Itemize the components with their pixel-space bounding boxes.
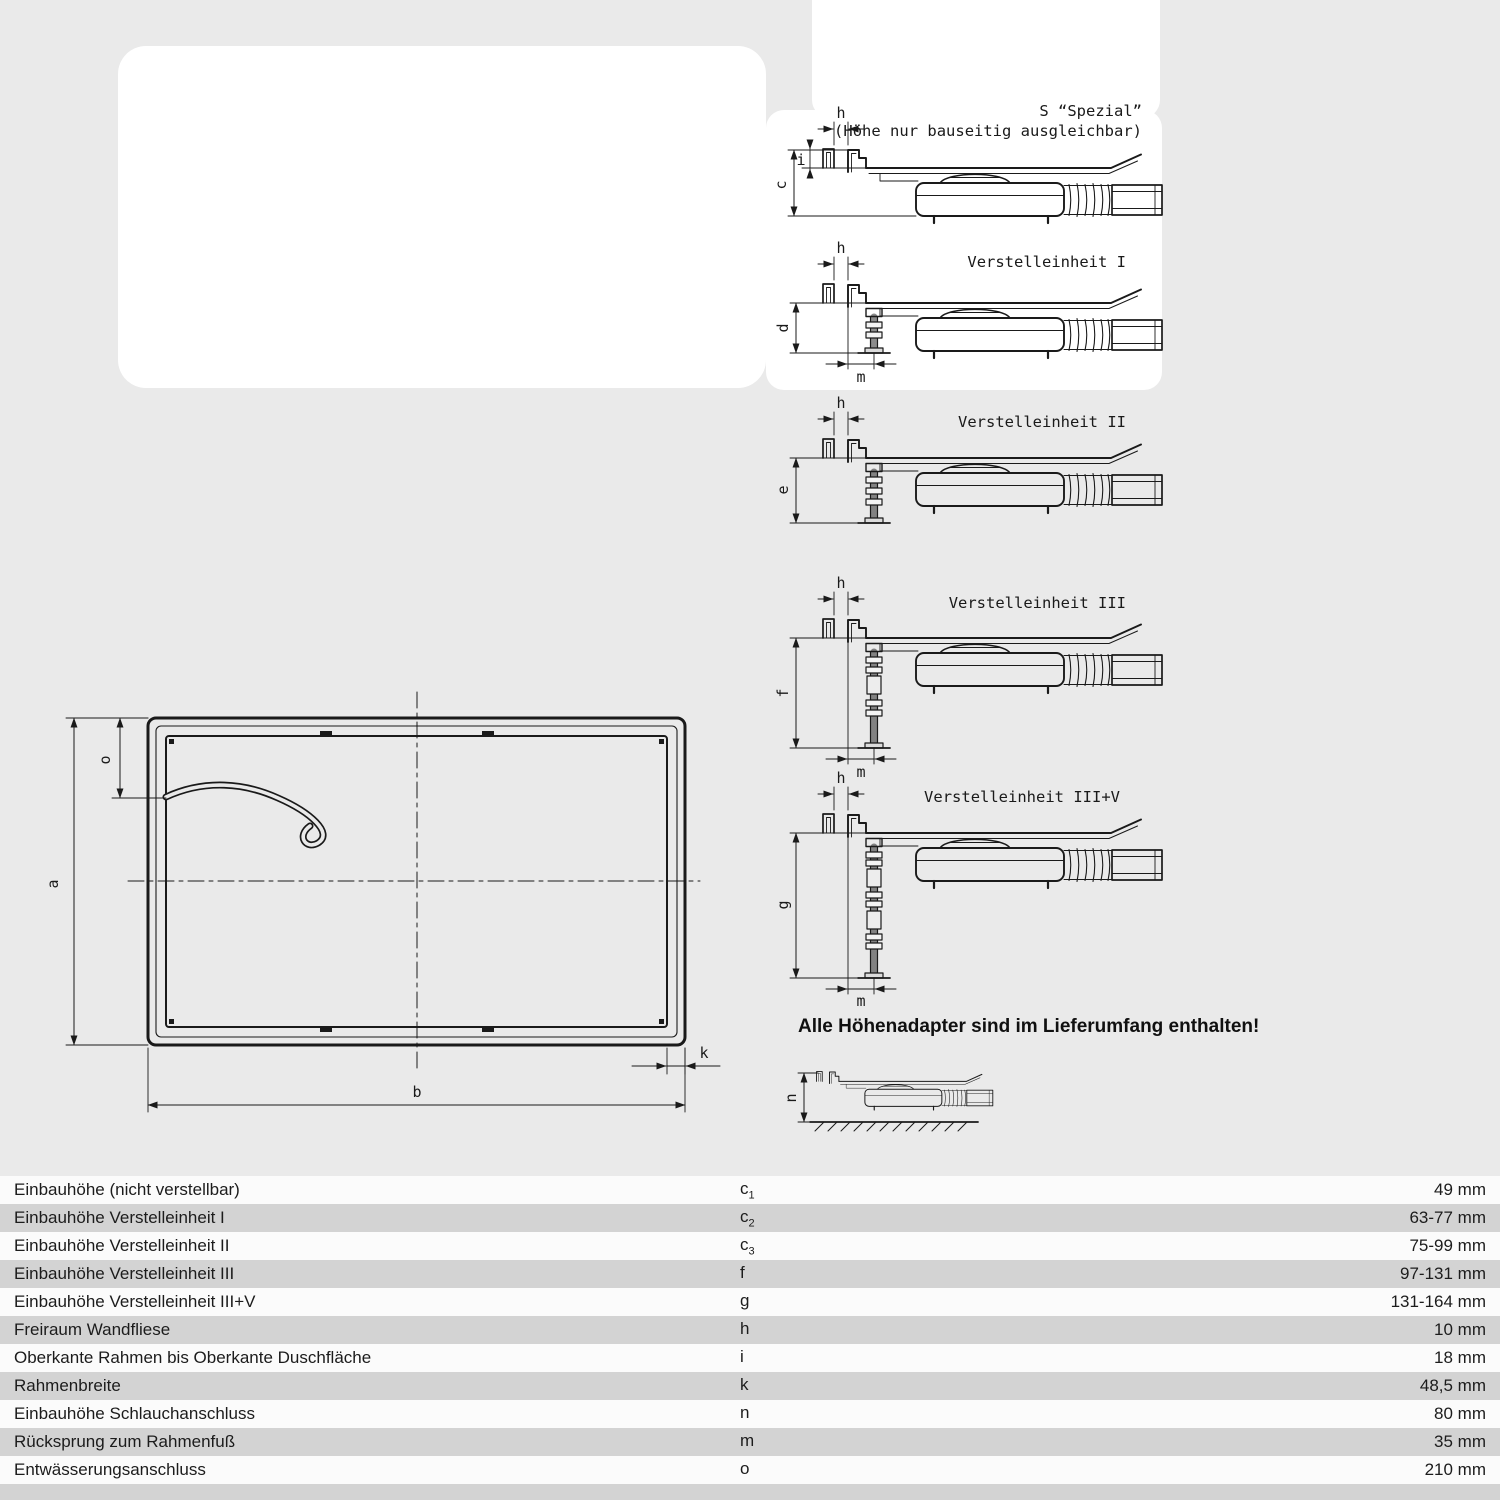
support-foot	[858, 839, 890, 979]
row-value: 35 mm	[1434, 1432, 1486, 1451]
row-label: Rücksprung zum Rahmenfuß	[14, 1432, 236, 1451]
dimension-k	[632, 1044, 720, 1074]
dim-label-o: o	[96, 755, 114, 765]
row-symbol: o	[740, 1458, 750, 1478]
dim-label-e: e	[774, 485, 792, 495]
row-symbol: $c_3$	[740, 1234, 755, 1258]
dimension-m	[826, 837, 896, 1010]
spec-table	[0, 1176, 1500, 1484]
support-foot	[858, 309, 890, 354]
row-value: 210 mm	[1424, 1460, 1486, 1479]
dimension-g	[774, 833, 866, 978]
table-footer-strip	[0, 1484, 1500, 1500]
dim-label-f: f	[774, 688, 792, 698]
dimension-m	[826, 307, 896, 386]
table-row	[0, 1260, 1500, 1288]
dim-label-k: k	[699, 1044, 709, 1062]
dimension-d	[774, 303, 866, 353]
support-foot	[858, 464, 890, 524]
row-value: 63-77 mm	[1409, 1208, 1486, 1227]
table-row	[0, 1232, 1500, 1260]
row-value: 75-99 mm	[1409, 1236, 1486, 1255]
table-row	[0, 1428, 1500, 1456]
dimension-m	[826, 642, 896, 781]
table-row	[0, 1204, 1500, 1232]
dimension-h	[818, 394, 864, 435]
row-value: 10 mm	[1434, 1320, 1486, 1339]
table-row	[0, 1400, 1500, 1428]
table-row	[0, 1176, 1500, 1204]
row-symbol: f	[740, 1262, 745, 1282]
dimension-e	[774, 458, 866, 523]
row-value: 48,5 mm	[1419, 1376, 1486, 1395]
section-title: Verstelleinheit III	[948, 594, 1126, 612]
row-symbol: g	[740, 1290, 750, 1310]
row-value: 97-131 mm	[1400, 1264, 1486, 1283]
row-symbol: n	[740, 1402, 750, 1422]
row-symbol: h	[740, 1318, 750, 1338]
row-value: 80 mm	[1434, 1404, 1486, 1423]
row-label: Einbauhöhe Verstelleinheit II	[14, 1236, 230, 1255]
dim-label-d: d	[774, 323, 792, 333]
cross-section-verstelleinheit-1	[774, 239, 1162, 386]
row-label: Freiraum Wandfliese	[14, 1320, 171, 1339]
dim-label-h: h	[836, 769, 846, 787]
row-value: 131-164 mm	[1390, 1292, 1486, 1311]
row-label: Einbauhöhe Verstelleinheit I	[14, 1208, 225, 1227]
dim-label-h: h	[836, 394, 846, 412]
dim-label-i: i	[796, 151, 806, 169]
table-row	[0, 1456, 1500, 1484]
dimension-c	[772, 150, 916, 216]
dim-label-h: h	[836, 574, 846, 592]
section-title: S “Spezial”	[1039, 102, 1142, 120]
cross-section-verstelleinheit-3v	[774, 769, 1162, 1010]
row-label: Einbauhöhe (nicht verstellbar)	[14, 1180, 240, 1199]
row-label: Oberkante Rahmen bis Oberkante Duschfläche	[14, 1348, 372, 1367]
row-symbol: k	[740, 1374, 749, 1394]
hose-connection-diagram	[782, 1072, 993, 1131]
dim-label-m: m	[856, 763, 866, 781]
drain-hose	[166, 785, 323, 845]
included-note: Alle Höhenadapter sind im Lieferumfang enthalten!	[798, 1016, 1260, 1037]
section-title: Verstelleinheit III+V	[924, 788, 1120, 806]
support-foot	[858, 644, 890, 749]
dimension-f	[774, 638, 866, 748]
row-label: Einbauhöhe Verstelleinheit III	[14, 1264, 235, 1283]
cross-section-verstelleinheit-2	[774, 394, 1162, 523]
row-symbol: $c_1$	[740, 1178, 755, 1202]
dim-label-h: h	[836, 239, 846, 257]
section-subtitle: (Höhe nur bauseitig ausgleichbar)	[834, 122, 1142, 140]
cross-section-spezial	[772, 102, 1162, 223]
row-label: Entwässerungsanschluss	[14, 1460, 206, 1479]
row-label: Einbauhöhe Verstelleinheit III+V	[14, 1292, 256, 1311]
table-row	[0, 1344, 1500, 1372]
dimension-h	[818, 239, 864, 280]
row-label: Rahmenbreite	[14, 1376, 121, 1395]
dimension-h	[818, 574, 864, 615]
table-row	[0, 1372, 1500, 1400]
row-value: 49 mm	[1434, 1180, 1486, 1199]
dim-label-h: h	[836, 104, 846, 122]
dim-label-b: b	[412, 1083, 422, 1101]
row-value: 18 mm	[1434, 1348, 1486, 1367]
dim-label-a: a	[44, 879, 62, 889]
dim-label-m: m	[856, 368, 866, 386]
row-symbol: $c_2$	[740, 1206, 755, 1230]
section-title: Verstelleinheit I	[967, 253, 1126, 271]
plan-view	[44, 692, 720, 1112]
dimension-n	[782, 1073, 818, 1122]
section-title: Verstelleinheit II	[958, 413, 1126, 431]
dimension-i	[788, 141, 866, 177]
dim-label-n: n	[782, 1093, 800, 1103]
dim-label-g: g	[774, 900, 792, 910]
row-label: Einbauhöhe Schlauchanschluss	[14, 1404, 256, 1423]
dim-label-m: m	[856, 992, 866, 1010]
row-symbol: m	[740, 1430, 755, 1450]
ground-hatch	[815, 1122, 967, 1131]
cross-section-verstelleinheit-3	[774, 574, 1162, 781]
table-row	[0, 1288, 1500, 1316]
dim-label-c: c	[772, 180, 790, 190]
table-row	[0, 1316, 1500, 1344]
row-symbol: i	[740, 1346, 744, 1366]
